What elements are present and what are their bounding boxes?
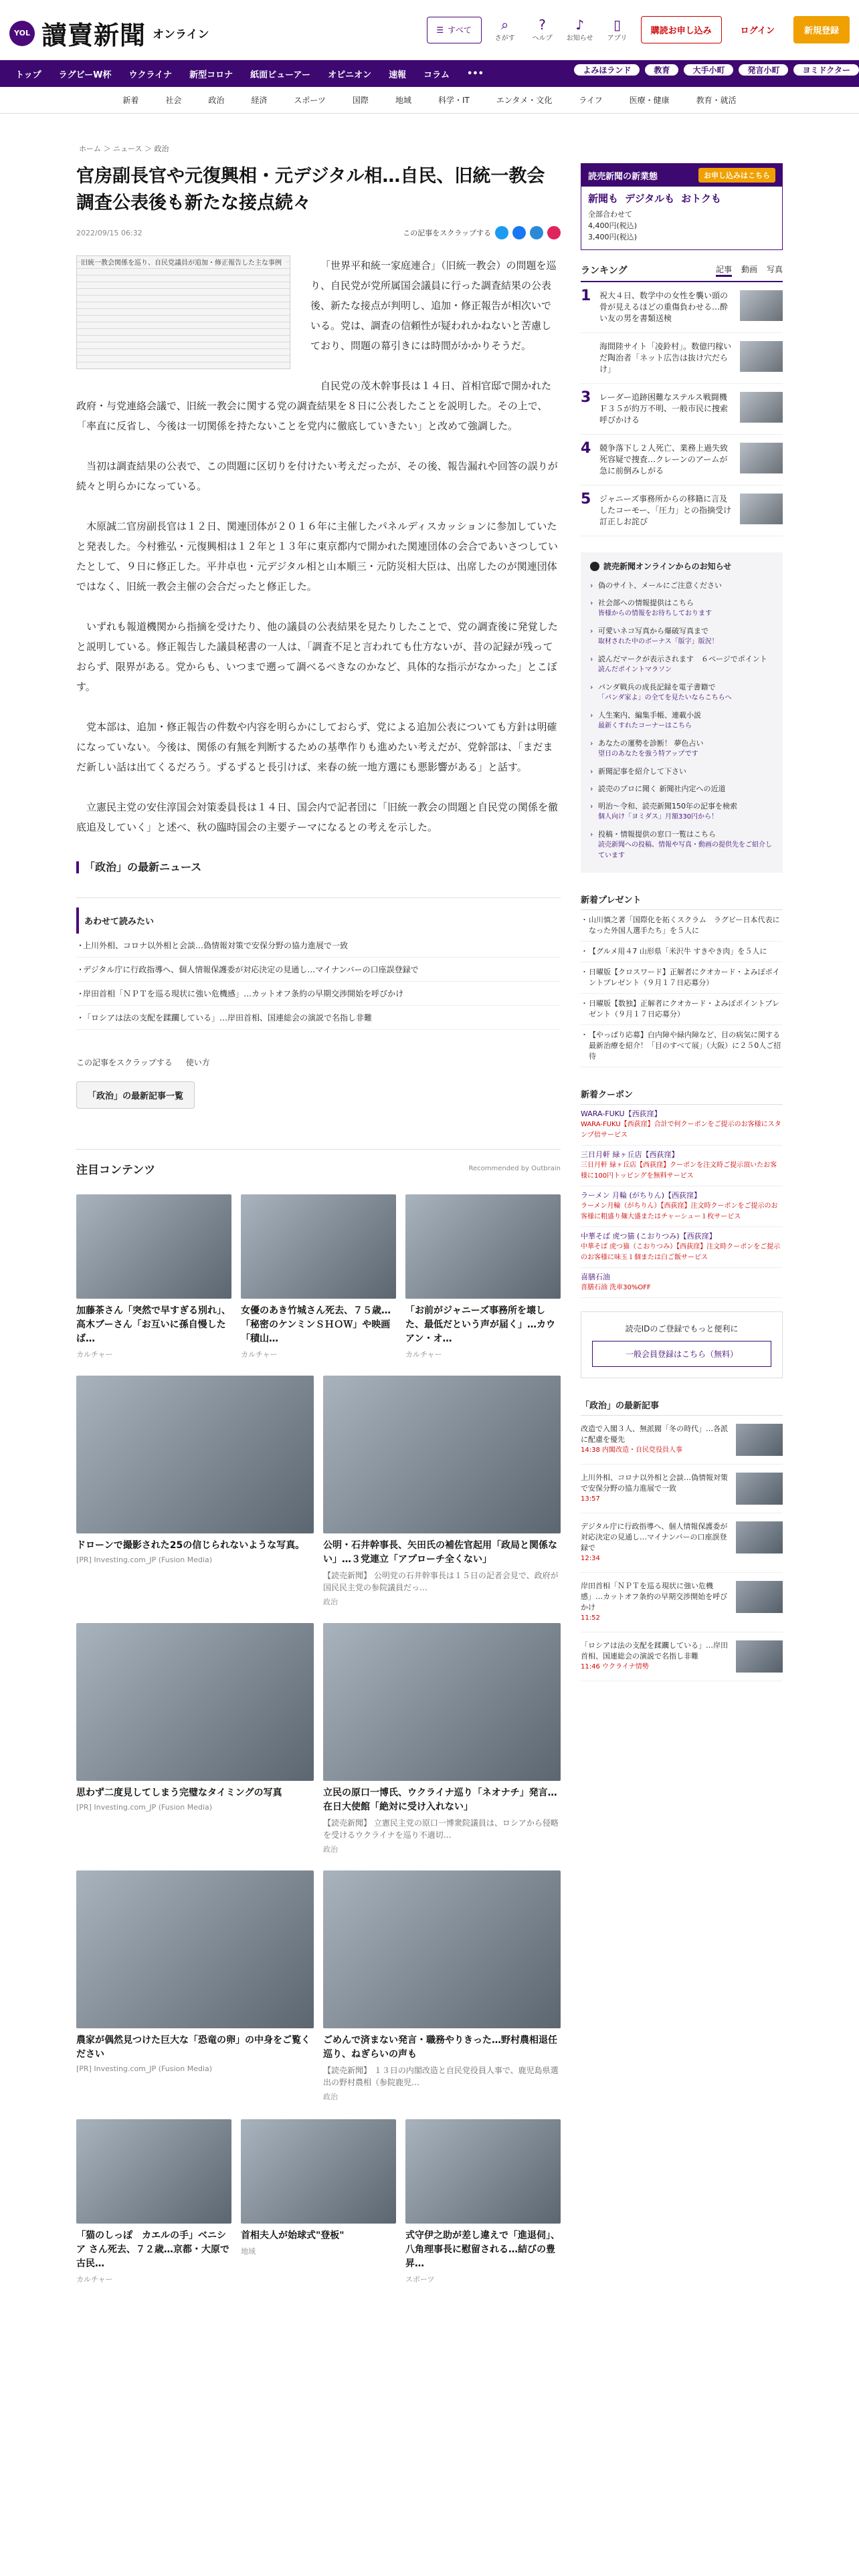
facebook-icon[interactable]: [512, 226, 526, 239]
search-button[interactable]: [491, 17, 519, 42]
content-card[interactable]: [241, 2119, 396, 2284]
notice-item[interactable]: [590, 763, 773, 780]
ranking-item[interactable]: [581, 384, 783, 435]
coupon-shop: 中華そば 虎つ猫 (こおりつみ)【西荻窪】: [581, 1232, 717, 1241]
card-title: 女優のあき竹城さん死去、７５歳…「秘密のケンミンＳＨＯＷ」や映画「積山…: [241, 1305, 391, 1344]
card-source: 地域: [241, 2247, 256, 2256]
sub-text: 全部合わせて: [588, 210, 632, 219]
politics-text: 上川外相、コロナ以外相と会談…偽情報対策で安保分野の協力進展で一致: [581, 1473, 728, 1493]
ranking-item[interactable]: [581, 486, 783, 536]
notice-sub: 「パンダ家よ」の全てを見たいならこちらへ: [598, 694, 732, 702]
card-source: カルチャー: [405, 1350, 442, 1359]
politics-text: 改造で入閣３人、無派閥「冬の時代」…各派に配慮を優先: [581, 1424, 728, 1444]
article-paragraph: 自民党の茂木幹事長は１４日、首相官邸で開かれた政府・与党連絡会議で、旧統一教会に関する党の調査結果を８日に公表したことを説明した。その上で、「率直に反省し、今後は一切関係を持たないことを党内に徹底していきたい」と改めて強調した。: [76, 380, 552, 432]
coupon-shop: WARA-FUKU【西荻窪】: [581, 1109, 662, 1118]
breadcrumb-news[interactable]: ニュース: [113, 144, 142, 153]
rank-text: 競争落下し２人死亡、業務上過失致死容疑で捜査…クレーンのアームが急に前倒みしがる: [599, 443, 729, 475]
scrap-link-bottom[interactable]: この記事をスクラップする: [76, 1058, 173, 1067]
article-body: [76, 255, 561, 877]
notice-item[interactable]: [590, 577, 773, 595]
notice-sub: 取材された中のボーナス「版字」版況！: [598, 638, 719, 645]
content-card[interactable]: [76, 1870, 314, 2102]
ranking-title: ランキング: [581, 265, 628, 276]
content-card[interactable]: [405, 1194, 561, 1360]
outbrain-label[interactable]: Recommended by Outbrain: [468, 1165, 561, 1172]
menu-label: すべて: [448, 25, 472, 35]
notice-title: [590, 560, 773, 572]
subscribe-button[interactable]: 購読お申し込み: [641, 16, 722, 43]
attention-row: [76, 1623, 561, 1854]
login-button[interactable]: ログイン: [740, 26, 775, 36]
breadcrumb-home[interactable]: ホーム: [79, 144, 101, 153]
sub-title: 読売新聞の新業態: [588, 171, 658, 182]
sub-cta[interactable]: お申し込みはこちら: [698, 168, 775, 183]
ranking-item[interactable]: [581, 282, 783, 333]
politics-time: 14:38: [581, 1446, 600, 1454]
politics-tag: 内閣改造・自民党役員人事: [602, 1446, 683, 1454]
article-paragraph: 木原誠二官房副長官は１２日、関連団体が２０１６年に主催したパネルディスカッションに参加していたと発表した。今村雅弘・元復興相は１２年と１３年に東京都内で開かれた関連団体の会合であいさつしていたとして、９日に修正した。平井卓也・元デジタル相と山本順三・元防災相大臣は、出席したのが関連団体ではなく、旧統一教会主催の会合だったと修正した。: [76, 520, 559, 593]
rank-number: 5: [581, 491, 591, 508]
card-image: [241, 1194, 396, 1299]
category-item[interactable]: 教育・就活: [696, 96, 737, 105]
article-date: 2022/09/15 06:32: [76, 228, 142, 237]
card-title: 首相夫人が始球式"登板": [241, 2230, 345, 2241]
bell-icon: ♪: [575, 17, 584, 33]
card-image: [76, 1870, 314, 2028]
politics-item[interactable]: [581, 1632, 783, 1681]
notice-text: 可愛いネコ写真から爆破写真まで: [598, 627, 708, 635]
notice-text: 新聞記事を紹介して下さい: [598, 767, 686, 776]
coupon-item[interactable]: [581, 1146, 783, 1186]
category-item[interactable]: エンタメ・文化: [496, 96, 553, 105]
present-item[interactable]: ・ 【やっぱり応募】白内障や緑内障など、目の病気に関する最新治療を紹介！「目のすべて展」（大阪）に２５0人ご招待: [581, 1025, 783, 1067]
notice-item[interactable]: [590, 623, 773, 651]
card-image: [323, 1376, 561, 1533]
sub-banner-top: [581, 164, 782, 187]
coupon-list: [581, 1105, 783, 1298]
card-image: [323, 1623, 561, 1781]
coupon-desc: 三日月軒 緑ヶ丘店【西荻窪】クーポンを注文時ご提示頂いたお客様に100円トッピングを無料サービス: [581, 1162, 777, 1180]
coupon-item[interactable]: [581, 1227, 783, 1268]
tab-articles[interactable]: 記事: [716, 263, 732, 277]
rank-thumb: [740, 290, 783, 321]
article-paragraph: 当初は調査結果の公表で、この問題に区切りを付けたい考えだったが、その後、報告漏れや回答の誤りが続々と明らかになっている。: [76, 460, 558, 492]
card-title: 「猫のしっぽ カエルの手」ベニシア さん死去、７２歳…京都・大原で古民…: [76, 2230, 229, 2269]
category-item[interactable]: 政治: [208, 96, 225, 105]
attention-title: 注目コンテンツ: [76, 1164, 156, 1177]
content-card[interactable]: [76, 1623, 314, 1854]
coupon-shop: 三日月軒 緑ヶ丘店【西荻窪】: [581, 1150, 679, 1159]
subscription-banner[interactable]: [581, 163, 783, 250]
coupon-desc: 喜膳石油 洗車30%OFF: [581, 1284, 651, 1291]
content-card[interactable]: [323, 1376, 561, 1607]
card-image: [323, 1870, 561, 2028]
card-image: [76, 1623, 314, 1781]
present-list: [581, 910, 783, 1067]
main-column: [76, 163, 561, 2284]
politics-thumb: [736, 1424, 783, 1456]
rank-number: 3: [581, 389, 591, 406]
notice-item[interactable]: [590, 707, 773, 735]
rank-text: 海間陸サイト「凌鈴村」。数億円稼いだ陶治者「ネット広告は抜け穴だらけ」: [599, 342, 732, 374]
ranking-tabs: [716, 263, 783, 277]
related-title: あわせて読みたい: [76, 907, 561, 934]
present-item[interactable]: ・ 山川慎之著「国際化を拓くスクラム ラグビー日本代表になった外国人選手たち」を５人に: [581, 910, 783, 942]
coupon-desc: WARA-FUKU【西荻窪】合計で何クーポンをご提示のお客様にスタンプ倍サービス: [581, 1121, 781, 1139]
nav-pill[interactable]: ヨミドクター: [793, 64, 859, 76]
category-item[interactable]: スポーツ: [294, 96, 326, 105]
tab-photos[interactable]: 写真: [766, 265, 783, 274]
category-item[interactable]: 地域: [395, 96, 411, 105]
politics-item[interactable]: [581, 1465, 783, 1513]
politics-time: 12:34: [581, 1555, 600, 1562]
card-title: ごめんで済まない発言・職務やりきった…野村農相退任巡り、ねぎらいの声も: [323, 2035, 557, 2060]
logo-text: 讀賣新聞: [41, 20, 147, 50]
attention-header: [76, 1149, 561, 1177]
card-source: [PR] Investing.com_JP (Fusion Media): [76, 2064, 213, 2073]
article-paragraph: 立憲民主党の安住淳国会対策委員長は１４日、国会内で記者団に「旧統一教会の問題と自民党の関係を徹底追及していく」と述べ、秋の臨時国会の主要テーマになるとの考えを示した。: [76, 801, 559, 833]
content-card[interactable]: [323, 1623, 561, 1854]
card-source: カルチャー: [241, 1350, 278, 1359]
attention-row: [76, 1870, 561, 2102]
sub-price: 4,400円(税込): [588, 221, 638, 230]
latest-news-link[interactable]: 「政治」の最新ニュース: [76, 857, 561, 877]
ranking-list: [581, 282, 783, 536]
rank-thumb: [740, 392, 783, 423]
rank-number: 1: [581, 288, 591, 304]
card-image: [76, 1376, 314, 1533]
app-button[interactable]: [603, 17, 632, 42]
article-tools: [76, 1057, 561, 1068]
site-header: [0, 0, 859, 60]
card-source: スポーツ: [405, 2275, 435, 2284]
category-item[interactable]: 社会: [165, 96, 182, 105]
politics-thumb: [736, 1581, 783, 1613]
nav-item[interactable]: ラグビーW杯: [58, 70, 112, 80]
category-item[interactable]: 科学・IT: [438, 96, 470, 105]
category-item[interactable]: 経済: [251, 96, 268, 105]
help-icon: ?: [539, 17, 546, 33]
nav-more[interactable]: •••: [466, 68, 484, 79]
notice-text: あなたの運勢を診断！ 夢色占い: [598, 739, 704, 748]
hamburger-icon: ☰: [436, 25, 444, 35]
sub-feature: デジタルも: [625, 193, 675, 205]
coupon-item[interactable]: [581, 1268, 783, 1298]
related-item[interactable]: ・ 「ロシアは法の支配を蹂躙している」…岸田首相、国連総会の演説で名指し非難: [76, 1006, 561, 1030]
present-item[interactable]: ・ 日曜版【クロスワード】正解者にクオカード・よみぽポイントプレゼント（９月１７日応募分）: [581, 962, 783, 994]
politics-thumb: [736, 1521, 783, 1553]
ranking-header: [581, 263, 783, 282]
notification-button[interactable]: [566, 17, 594, 42]
coupon-title: 新着クーポン: [581, 1087, 783, 1105]
info-icon: [590, 562, 599, 571]
sub-feature: おトクも: [681, 193, 721, 205]
register-button[interactable]: 新規登録: [793, 16, 850, 43]
article-title: 官房副長官や元復興相・元デジタル相…自民、旧統一教会調査公表後も新たな接点続々: [76, 166, 545, 213]
sub-banner-body: [581, 187, 782, 249]
sub-price: 3,400円(税込): [588, 233, 638, 241]
related-item[interactable]: ・ デジタル庁に行政指導へ、個人情報保護委が対応決定の見通し…マイナンバーの口座誤登録で: [76, 958, 561, 982]
howto-link[interactable]: 使い方: [185, 1058, 210, 1067]
politics-thumb: [736, 1640, 783, 1673]
category-item[interactable]: 新着: [122, 96, 139, 105]
card-title: ドローンで撮影された25の信じられないような写真。: [76, 1540, 305, 1551]
related-item[interactable]: ・ 岸田首相「ＮＰＴを巡る現状に強い危機感」…カットオフ条約の早期交渉開始を呼びかけ: [76, 982, 561, 1006]
notice-item[interactable]: [590, 595, 773, 623]
sidebar: [581, 163, 783, 1681]
coupon-item[interactable]: [581, 1105, 783, 1146]
related-item[interactable]: ・ 上川外相、コロナ以外相と会談…偽情報対策で安保分野の協力進展で一致: [76, 934, 561, 958]
hatena-icon[interactable]: [530, 226, 543, 239]
notice-text: 投稿・情報提供の窓口一覧はこちら: [598, 830, 716, 839]
app-label: アプリ: [607, 35, 628, 42]
card-image: [405, 2119, 561, 2224]
attention-row: [76, 1194, 561, 1360]
breadcrumb-politics[interactable]: 政治: [154, 144, 169, 153]
nav-item[interactable]: 新型コロナ: [189, 70, 233, 80]
notice-item[interactable]: [590, 735, 773, 763]
site-logo[interactable]: [9, 15, 209, 51]
notice-sub: 最新くすれたコーナーはこちら: [598, 722, 692, 730]
coupon-item[interactable]: [581, 1186, 783, 1227]
card-title: 公明・石井幹事長、矢田氏の補佐官起用「政局と関係ない」…３党連立「アプローチ全くない」: [323, 1540, 557, 1565]
article-image[interactable]: [76, 255, 290, 369]
header-actions: [427, 16, 850, 43]
present-item[interactable]: ・ 【グルメ用４7 山形県「米沢牛 すきやき肉」を５人に: [581, 942, 783, 962]
politics-list: [581, 1416, 783, 1681]
notice-text: 偽のサイト、メールにご注意ください: [598, 581, 723, 590]
politics-title: 「政治」の最新記事: [581, 1398, 783, 1416]
coupon-desc: 中華そば 虎つ猫（こおりつみ）【西荻窪】注文時クーポンをご提示のお客様に味玉１個または白ご飯サービス: [581, 1243, 781, 1261]
latest-list-button[interactable]: 「政治」の最新記事一覧: [76, 1081, 195, 1109]
card-source: 政治: [323, 1845, 338, 1854]
rank-thumb: [740, 494, 783, 524]
card-image: [76, 1194, 231, 1299]
notice-text: 人生案内、編集手帳、連載小説: [598, 711, 701, 720]
category-item[interactable]: 国際: [352, 96, 369, 105]
card-source: [PR] Investing.com_JP (Fusion Media): [76, 1803, 213, 1812]
card-title: 式守伊之助が差し違えで「進退伺」、八角理事長に慰留される…結びの豊昇…: [405, 2230, 560, 2269]
nav-item[interactable]: オピニオン: [328, 70, 372, 80]
main-nav: [0, 60, 859, 87]
nav-pill[interactable]: 教育: [645, 64, 678, 76]
politics-item[interactable]: [581, 1416, 783, 1465]
notice-item[interactable]: [590, 798, 773, 826]
card-source: [PR] Investing.com_JP (Fusion Media): [76, 1555, 213, 1564]
politics-item[interactable]: [581, 1573, 783, 1632]
politics-text: 「ロシアは法の支配を蹂躙している」…岸田首相、国連総会の演説で名指し非難: [581, 1641, 728, 1660]
rank-text: ジャニーズ事務所からの移籍に言及したコーモー、「圧力」との指摘受け訂正しお詫び: [599, 494, 732, 526]
ranking-item[interactable]: [581, 435, 783, 486]
notification-label: お知らせ: [566, 35, 593, 42]
present-title: 新着プレゼント: [581, 893, 783, 910]
register-box: [581, 1311, 783, 1378]
card-source: 政治: [323, 2092, 338, 2101]
image-caption: 旧統一教会関係を巡り、自民党議員が追加・修正報告した主な事例: [81, 259, 286, 267]
help-button[interactable]: [529, 17, 557, 42]
notice-sub: 望日のあなたを強う特アップです: [598, 750, 698, 758]
category-nav: [0, 87, 859, 114]
politics-thumb: [736, 1473, 783, 1505]
category-item[interactable]: 医療・健康: [629, 96, 670, 105]
attention-row: [76, 1376, 561, 1607]
content-card[interactable]: [405, 2119, 561, 2284]
notice-text: 読売のプロに聞く 新聞社内定への近道: [598, 784, 726, 793]
notice-item[interactable]: [590, 651, 773, 679]
tab-videos[interactable]: 動画: [741, 265, 757, 274]
nav-pill[interactable]: 発言小町: [739, 64, 788, 76]
card-desc: 【読売新聞】 １３日の内閣改造と自民党役員人事で、鹿児島県選出の野村農相（参院鹿児…: [323, 2066, 559, 2087]
logo-mark: YOL: [9, 21, 35, 46]
card-image: [405, 1194, 561, 1299]
politics-time: 13:57: [581, 1495, 600, 1503]
content-card[interactable]: [323, 1870, 561, 2102]
card-image: [76, 2119, 231, 2224]
logo-sub: オンライン: [153, 28, 209, 41]
notice-sub: 読んだポイントマラソン: [598, 666, 672, 673]
rank-thumb: [740, 443, 783, 473]
notice-text: 読んだマークが表示されます ６ページでポイント: [598, 655, 767, 663]
notice-item[interactable]: [590, 780, 773, 798]
card-image: [241, 2119, 396, 2224]
article-paragraph: 「世界平和統一家庭連合」（旧統一教会）の問題を巡り、自民党が党所属国会議員に行った調査結果の公表後、新たな接点が判明し、追加・修正報告が相次いでいる。党は、調査の信頼性が疑われかねないと苦慮しており、問題の幕引きには時間がかかりそうだ。: [310, 259, 557, 352]
rank-number: [581, 341, 593, 375]
content-card[interactable]: [76, 1194, 231, 1360]
card-title: 「お前がジャニーズ事務所を壊した、最低だという声が届く」…カウアン・オ…: [405, 1305, 555, 1344]
content-card[interactable]: [76, 2119, 231, 2284]
notice-item[interactable]: [590, 826, 773, 865]
politics-time: 11:46: [581, 1663, 600, 1671]
present-item[interactable]: ・ 日曜版【数独】正解者にクオカード・よみぽポイントプレゼント（９月１７日応募分）: [581, 994, 783, 1025]
attention-row: [76, 2119, 561, 2284]
notice-item[interactable]: [590, 679, 773, 707]
nav-item[interactable]: コラム: [423, 70, 450, 80]
rank-text: レーダー追跡困難なステルス戦闘機Ｆ３５が約万不明、一般市民に捜索呼びかける: [599, 393, 729, 425]
content-card[interactable]: [76, 1376, 314, 1607]
card-title: 思わず二度見してしまう完璧なタイミングの写真: [76, 1788, 282, 1798]
article-paragraph: 党本部は、追加・修正報告の件数や内容を明らかにしておらず、党による追加公表についても方針は明確になっていない。今後は、関係の有無を判断するための基準作りも進めたい考えだが、党幹部は、「まだまだ新しい話は出てくるだろう。ずるずると長引けば、来春の統一地方選にも悪影響がある」と話す。: [76, 721, 557, 773]
share-bar: [403, 226, 561, 239]
nav-item[interactable]: トップ: [15, 70, 41, 80]
card-title: 立民の原口一博氏、ウクライナ巡り「ネオナチ」発言…在日大使館「絶対に受け入れない」: [323, 1788, 557, 1812]
politics-text: デジタル庁に行政指導へ、個人情報保護委が対応決定の見通し…マイナンバーの口座誤登録で: [581, 1522, 728, 1552]
politics-item[interactable]: [581, 1513, 783, 1573]
article-paragraph: いずれも報道機関から指摘を受けたり、他の議員の公表結果を見たりしたことで、党の調査後に発覚したと説明している。修正報告した議員秘書の一人は、「調査不足と言われても仕方ないが、昔の記録が残っておらず、限界がある。党からも、いつまで遡って調べるべきなのかなど、具体的な指示がなかった」とこぼす。: [76, 621, 558, 693]
coupon-desc: ラーメン月輪（がちりん）【西荻窪】注文時クーポンをご提示のお客様に粗盛り麺大盛またはチャーシュー１枚サービス: [581, 1202, 778, 1220]
twitter-icon[interactable]: [495, 226, 508, 239]
nav-pill[interactable]: よみほランド: [574, 64, 640, 76]
phone-icon: ▯: [613, 17, 622, 33]
sub-feature: 新聞も: [588, 193, 619, 205]
nav-item[interactable]: ウクライナ: [128, 70, 173, 80]
card-desc: 【読売新聞】 公明党の石井幹事長は１５日の記者会見で、政府が国民民主党の参院議員だっ…: [323, 1571, 559, 1592]
notice-box: [581, 552, 783, 873]
card-source: カルチャー: [76, 2275, 113, 2284]
politics-time: 11:52: [581, 1614, 600, 1622]
card-source: カルチャー: [76, 1350, 113, 1359]
notice-text: 社会部への情報提供はこちら: [598, 599, 694, 607]
card-title: 農家が偶然見つけた巨大な「恐竜の卵」の中身をご覧ください: [76, 2035, 310, 2060]
nav-pills: [574, 64, 859, 76]
politics-text: 岸田首相「ＮＰＴを巡る現状に強い危機感」…カットオフ条約の早期交渉開始を呼びかけ: [581, 1582, 728, 1612]
nav-item[interactable]: 紙面ビューアー: [250, 70, 311, 80]
register-text: 読売IDのご登録でもっと便利に: [625, 1324, 739, 1333]
mail-icon[interactable]: [547, 226, 561, 239]
coupon-shop: ラーメン 月輪 (がちりん)【西荻窪】: [581, 1191, 702, 1200]
ranking-item[interactable]: [581, 333, 783, 384]
notice-text: パンダ戦兵の成長記録を電子書籍で: [598, 683, 716, 691]
search-icon: ⌕: [501, 17, 509, 33]
related-articles: [76, 897, 561, 1030]
nav-pill[interactable]: 大手小町: [684, 64, 733, 76]
sub-features: [588, 193, 775, 205]
notice-sub: 個人向け「ヨミダス」月額330円から！: [598, 813, 719, 821]
nav-item[interactable]: 速報: [389, 70, 407, 80]
notice-title-text: 読売新聞オンラインからのお知らせ: [603, 562, 732, 571]
scrap-link[interactable]: この記事をスクラップする: [403, 229, 491, 237]
notice-sub: 皆様からの情報をお待ちしております: [598, 610, 712, 617]
card-source: 政治: [323, 1598, 338, 1606]
rank-text: 祝大４日、数学中の女性を襲い頭の骨が見えるほどの重傷負わせる…酔い友の男を書類送検: [599, 291, 729, 323]
register-free-button[interactable]: 一般会員登録はこちら（無料）: [592, 1341, 771, 1367]
card-desc: 【読売新聞】 立憲民主党の原口一博衆院議員は、ロシアから侵略を受けるウクライナを巡り不適切…: [323, 1818, 559, 1840]
notice-sub: 読売新聞への投稿、情報や写真・動画の提供先をご紹介しています: [598, 841, 772, 859]
politics-tag: ウクライナ情勢: [602, 1663, 649, 1671]
coupon-shop: 喜膳石油: [581, 1273, 610, 1281]
notice-text: 明治〜令和、読売新聞150年の記事を検索: [598, 802, 737, 811]
menu-button[interactable]: [427, 17, 482, 43]
breadcrumb: ホーム ＞ ニュース ＞ 政治: [79, 144, 169, 153]
category-item[interactable]: ライフ: [579, 96, 603, 105]
search-label: さがす: [494, 35, 515, 42]
card-title: 加藤茶さん「突然で早すぎる別れ」、高木ブーさん「お互いに孫自慢したば…: [76, 1305, 231, 1344]
content-card[interactable]: [241, 1194, 396, 1360]
help-label: ヘルプ: [532, 35, 553, 42]
rank-number: 4: [581, 440, 591, 457]
rank-thumb: [740, 341, 783, 372]
article-meta: [76, 226, 561, 239]
